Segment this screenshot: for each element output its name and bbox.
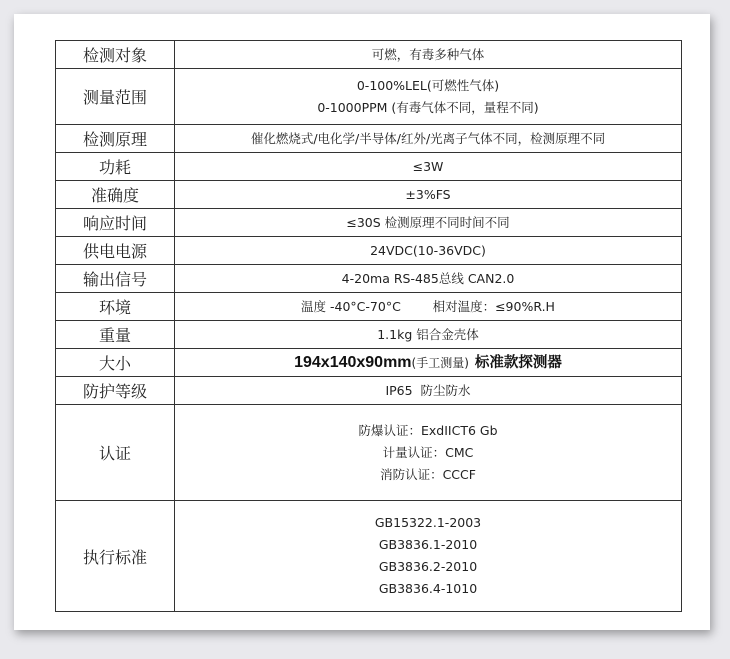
value-line: 温度 -40°C-70°C 相对温度：≤90%R.H [301, 298, 555, 314]
row-value [175, 69, 682, 125]
table-row [56, 181, 682, 209]
row-label: 认证 [56, 405, 175, 501]
row-label: 功耗 [56, 153, 175, 181]
row-label: 输出信号 [56, 265, 175, 293]
value-line: GB3836.1-2010 [378, 537, 478, 552]
row-label: 防护等级 [56, 377, 175, 405]
row-value [175, 293, 682, 321]
row-value [175, 209, 682, 237]
spec-card [14, 14, 710, 630]
table-row [56, 293, 682, 321]
row-value [175, 237, 682, 265]
row-value [175, 405, 682, 501]
value-line: 消防认证：CCCF [380, 466, 476, 482]
row-label: 检测对象 [56, 41, 175, 69]
row-value [175, 349, 682, 377]
value-line: 1.1kg 铝合金壳体 [377, 326, 479, 342]
row-label: 执行标准 [56, 501, 175, 612]
table-row [56, 125, 682, 153]
size-dimensions: 194x140x90mm [294, 353, 412, 371]
row-label: 响应时间 [56, 209, 175, 237]
row-value [175, 125, 682, 153]
row-label: 环境 [56, 293, 175, 321]
size-note: (手工测量) [411, 355, 469, 370]
row-value [175, 41, 682, 69]
value-line: 催化燃烧式/电化学/半导体/红外/光离子气体不同，检测原理不同 [250, 130, 606, 146]
table-row [56, 41, 682, 69]
table-row [56, 377, 682, 405]
value-line: GB15322.1-2003 [374, 515, 482, 530]
row-value [175, 501, 682, 612]
value-line: GB3836.4-1010 [378, 581, 478, 596]
value-line: 4-20ma RS-485总线 CAN2.0 [341, 270, 515, 286]
spec-table [55, 40, 682, 612]
row-label: 准确度 [56, 181, 175, 209]
value-line: 防爆认证：ExdIICT6 Gb [358, 422, 498, 438]
row-label: 测量范围 [56, 69, 175, 125]
row-value [175, 377, 682, 405]
table-row [56, 265, 682, 293]
table-row [56, 69, 682, 125]
row-value [175, 265, 682, 293]
row-value [175, 181, 682, 209]
table-row [56, 237, 682, 265]
row-value [175, 321, 682, 349]
table-row [56, 501, 682, 612]
value-line: 0-100%LEL(可燃性气体) [356, 77, 500, 93]
value-line: ≤30S 检测原理不同时间不同 [346, 214, 510, 230]
value-line: IP65 防尘防水 [385, 382, 471, 398]
value-line: 24VDC(10-36VDC) [370, 242, 486, 258]
table-row [56, 209, 682, 237]
value-line: 计量认证：CMC [382, 444, 474, 460]
row-label: 检测原理 [56, 125, 175, 153]
row-label: 大小 [56, 349, 175, 377]
table-row [56, 321, 682, 349]
value-line: 可燃，有毒多种气体 [371, 46, 485, 62]
row-label: 供电电源 [56, 237, 175, 265]
row-value [175, 153, 682, 181]
row-label: 重量 [56, 321, 175, 349]
table-row [56, 349, 682, 377]
value-line: ±3%FS [405, 186, 451, 202]
value-line: GB3836.2-2010 [378, 559, 478, 574]
size-model-tag: 标准款探测器 [474, 354, 562, 371]
value-line: ≤3W [412, 158, 444, 174]
table-row [56, 153, 682, 181]
table-row [56, 405, 682, 501]
value-line: 0-1000PPM (有毒气体不同，量程不同) [317, 99, 539, 115]
